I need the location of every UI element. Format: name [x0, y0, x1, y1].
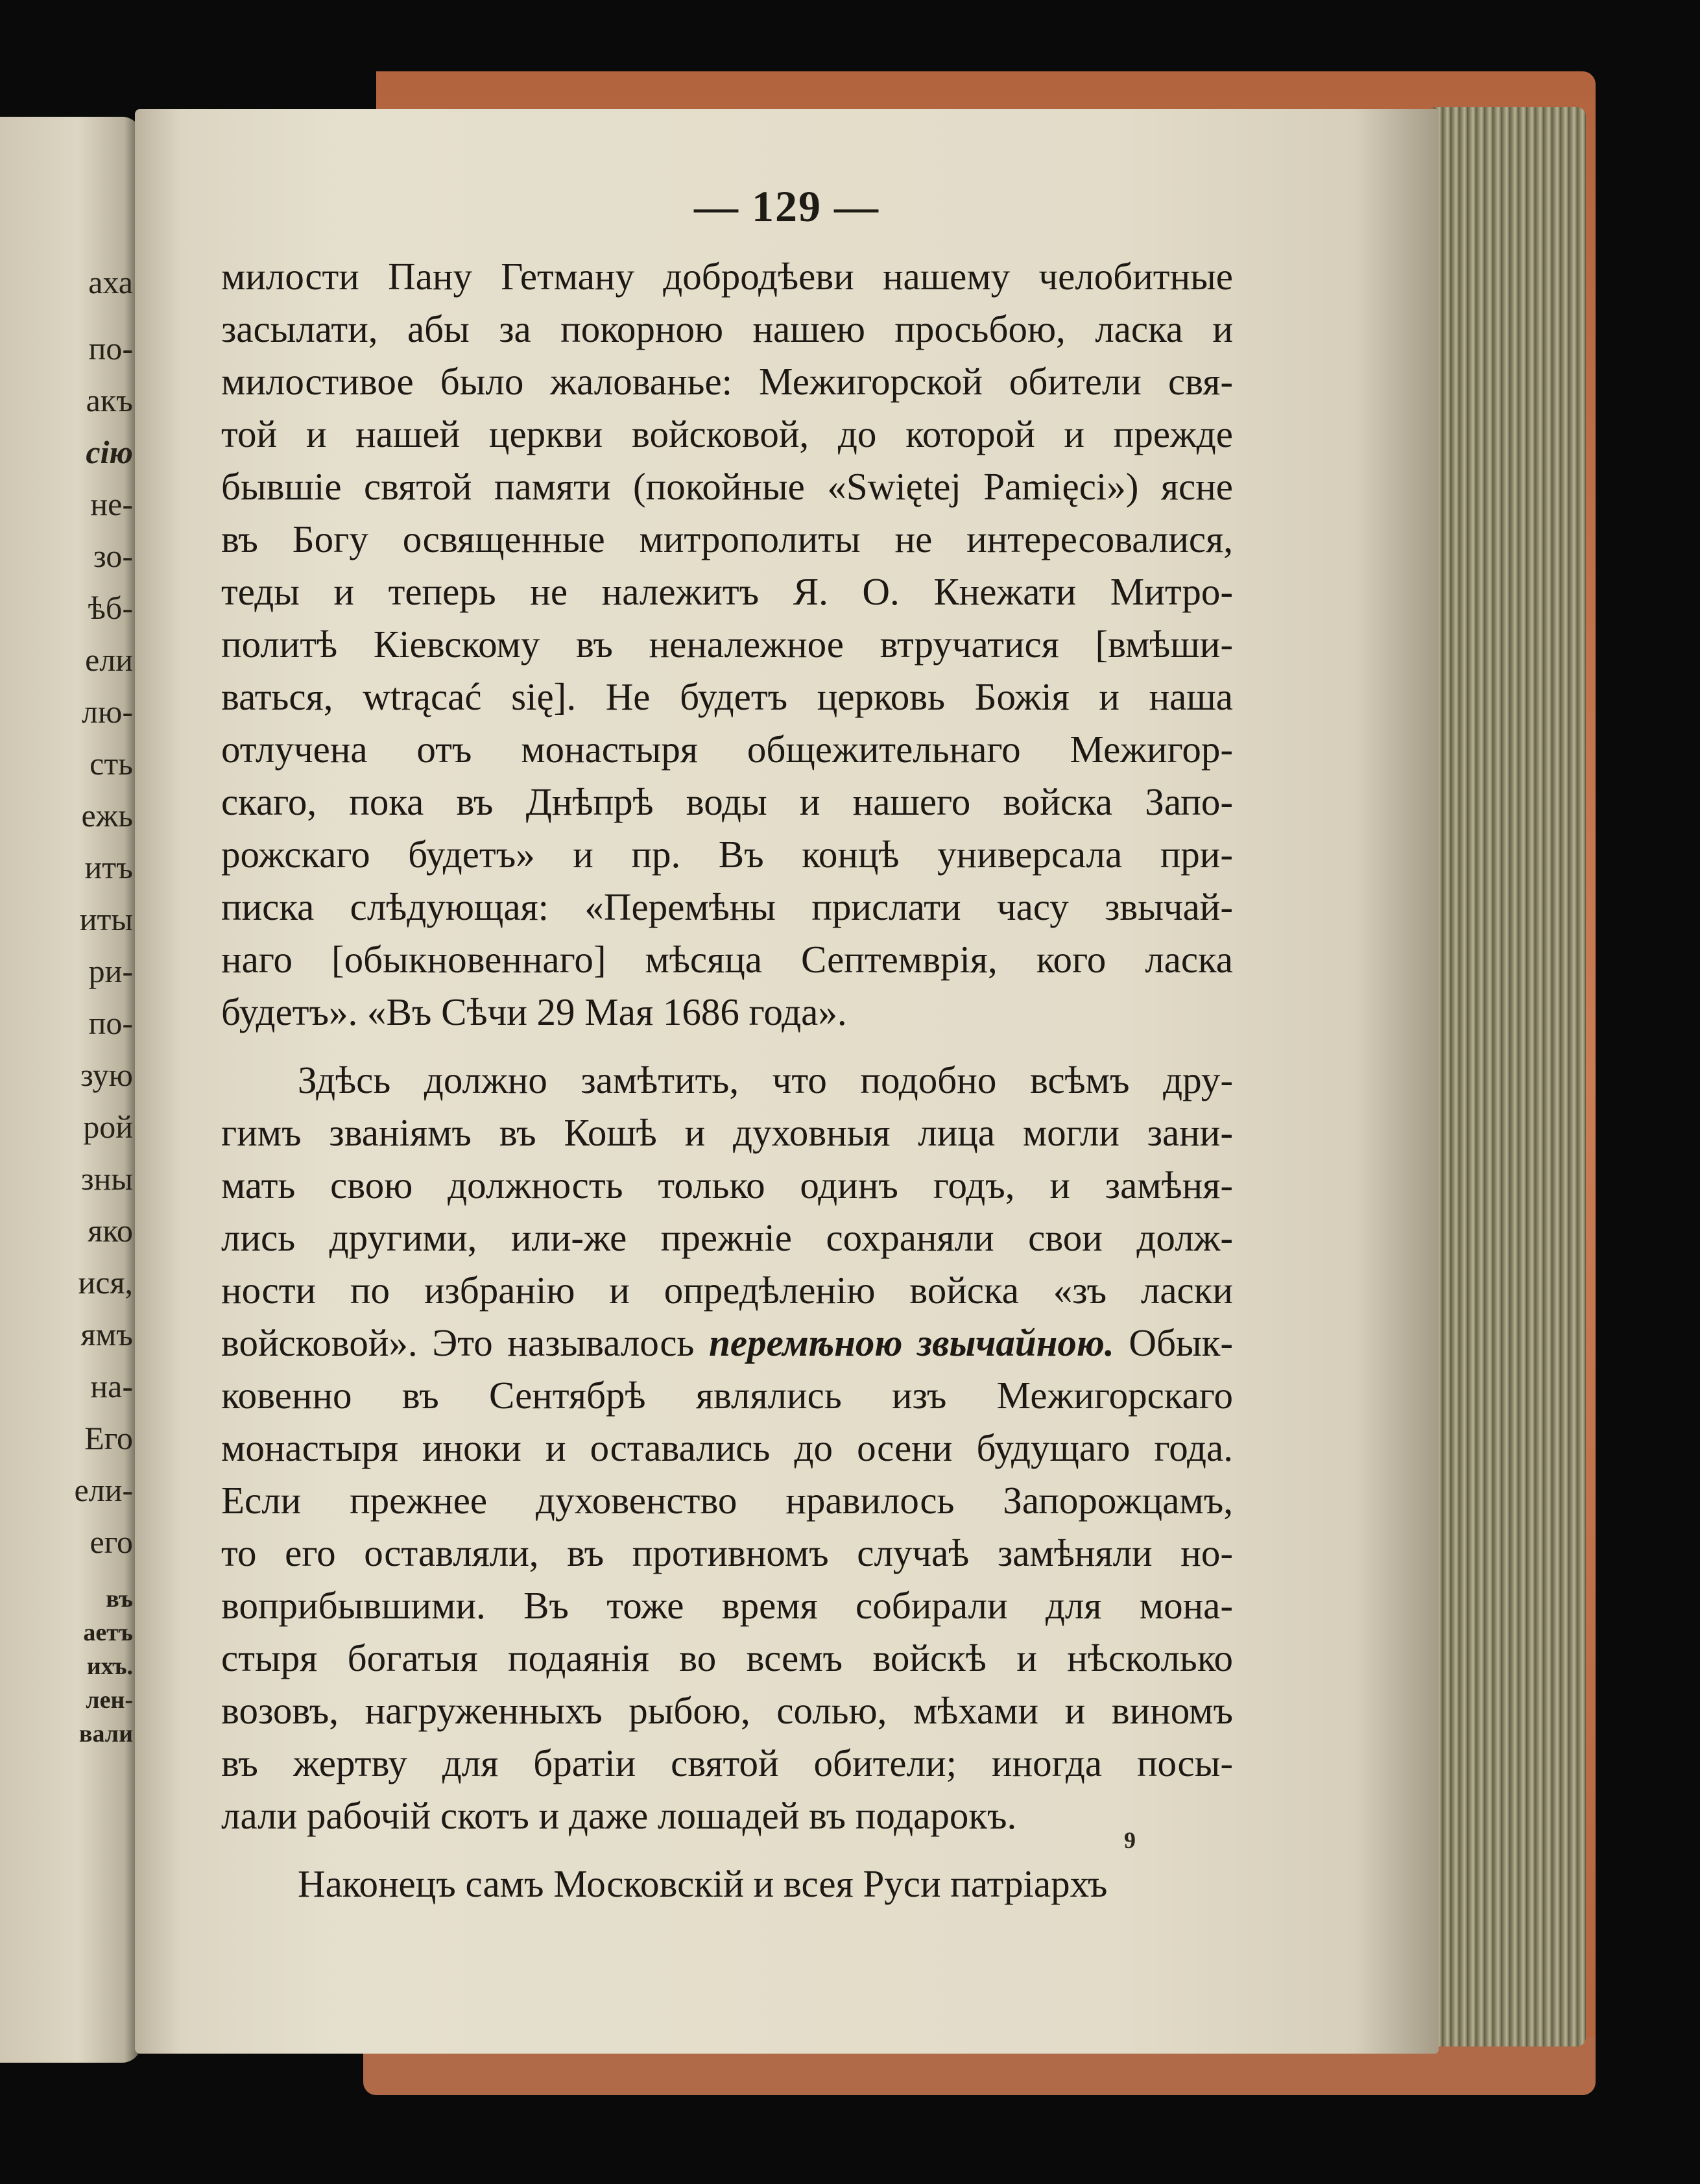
paragraph-first-line: Наконецъ самъ Московскiй и всея Руси патрiархъ	[298, 1862, 1108, 1905]
text-line: засылати, абы за покорною нашею просьбою, ласка и	[221, 307, 1233, 350]
text-line: въ Богу освященные митрополиты не интересовалися,	[221, 518, 1233, 560]
left-line: въ	[106, 1585, 133, 1613]
left-line: ри-	[88, 953, 133, 989]
text-line: ваться, wtrącać się]. Не будетъ церковь Божiя и наша	[221, 675, 1233, 718]
text-line: стыря богатыя подаянiя во всемъ войскѣ и нѣсколько	[221, 1637, 1233, 1679]
text-line: теды и теперь не належитъ Я. О. Кнежати Митро-	[221, 570, 1233, 613]
text-line: воприбывшими. Въ тоже время собирали для мона-	[221, 1584, 1233, 1627]
text-line: гимъ званiямъ въ Кошѣ и духовныя лица могли зани-	[221, 1111, 1233, 1154]
book-page	[135, 109, 1439, 2054]
left-line: его	[90, 1524, 133, 1560]
text-line: бывшiе святой памяти (покойные «Swiętej Pamięci») ясне	[221, 465, 1233, 508]
text-line: писка слѣдующая: «Перемѣны прислати часу звычай-	[221, 885, 1233, 928]
left-line: лен-	[86, 1686, 133, 1714]
text-line: монастыря иноки и оставались до осени будущаго года.	[221, 1426, 1233, 1469]
left-line: акъ	[86, 382, 133, 418]
text-line: мать свою должность только одинъ годъ, и замѣня-	[221, 1164, 1233, 1206]
left-line: сiю	[86, 434, 133, 470]
left-line: по-	[88, 1005, 133, 1041]
left-line: ѣб-	[88, 590, 133, 626]
left-line: зны	[80, 1160, 133, 1197]
left-line: рой	[83, 1109, 133, 1145]
text-line: въ жертву для братiи святой обители; иногда посы-	[221, 1742, 1233, 1784]
left-line: по-	[88, 330, 133, 366]
left-line: ися,	[78, 1264, 133, 1301]
text-line: лись другими, или-же прежнiе сохраняли свои долж-	[221, 1216, 1233, 1259]
emphasis-term: перемѣною звычайною.	[709, 1321, 1114, 1364]
left-line: аха	[88, 264, 133, 300]
text-line: наго [обыкновеннаго] мѣсяца Септемврiя, кого ласка	[221, 938, 1233, 981]
left-line: ели	[85, 642, 133, 678]
text-line: лали рабочiй скотъ и даже лошадей въ подарокъ.	[221, 1794, 1017, 1837]
left-line: иты	[79, 901, 133, 937]
left-line: Его	[84, 1420, 133, 1456]
text-line: возовъ, нагруженныхъ рыбою, солью, мѣхами и виномъ	[221, 1689, 1233, 1732]
left-line: аетъ	[83, 1619, 133, 1646]
text-line-with-emphasis	[221, 1317, 1233, 1369]
text-line: рожскаго будетъ» и пр. Въ концѣ универсала при-	[221, 833, 1233, 876]
paragraph-first-line: Здѣсь должно замѣтить, что подобно всѣмъ дру-	[298, 1059, 1233, 1101]
left-line: зую	[80, 1057, 133, 1093]
text-line: той и нашей церкви войсковой, до которой и прежде	[221, 413, 1233, 455]
text-line: то его оставляли, въ противномъ случаѣ замѣняли но-	[221, 1531, 1233, 1574]
left-line: сть	[90, 745, 133, 782]
text-line: милостивое было жалованье: Межигорской обители свя-	[221, 360, 1233, 403]
left-line: не-	[90, 486, 133, 522]
left-line: зо-	[93, 538, 133, 574]
text-line: ковенно въ Сентябрѣ являлись изъ Межигорскаго	[221, 1374, 1233, 1417]
text-line: Если прежнее духовенство нравилось Запорожцамъ,	[221, 1479, 1233, 1522]
text-segment: Обык-	[1114, 1321, 1234, 1364]
signature-mark: 9	[1124, 1827, 1136, 1853]
text-line: отлучена отъ монастыря общежительнаго Межигор-	[221, 728, 1233, 771]
left-line: итъ	[84, 849, 133, 885]
text-line: будетъ». «Въ Сѣчи 29 Мая 1686 года».	[221, 990, 847, 1033]
text-line: политѣ Кiевскому въ неналежное втручатися [вмѣши-	[221, 623, 1233, 666]
text-line: ности по избранiю и опредѣленiю войска «зъ ласки	[221, 1269, 1233, 1312]
left-line: ежь	[81, 797, 133, 834]
left-line: лю-	[82, 693, 133, 730]
left-line: вали	[78, 1720, 133, 1747]
page-edges	[1433, 107, 1586, 2046]
page-body	[221, 250, 1233, 1910]
left-line: на-	[90, 1368, 133, 1404]
left-line: ели-	[74, 1472, 133, 1508]
text-segment: войсковой». Это называлось	[221, 1321, 710, 1364]
left-page-text	[0, 256, 133, 1751]
left-line: ихъ.	[86, 1653, 133, 1680]
left-line: яко	[88, 1212, 133, 1249]
left-line: ямъ	[80, 1316, 133, 1352]
page-number-header: — 129 —	[694, 182, 880, 231]
text-line: милости Пану Гетману добродѣеви нашему челобитные	[221, 255, 1233, 298]
text-line: скаго, пока въ Днѣпрѣ воды и нашего войска Запо-	[221, 780, 1233, 823]
